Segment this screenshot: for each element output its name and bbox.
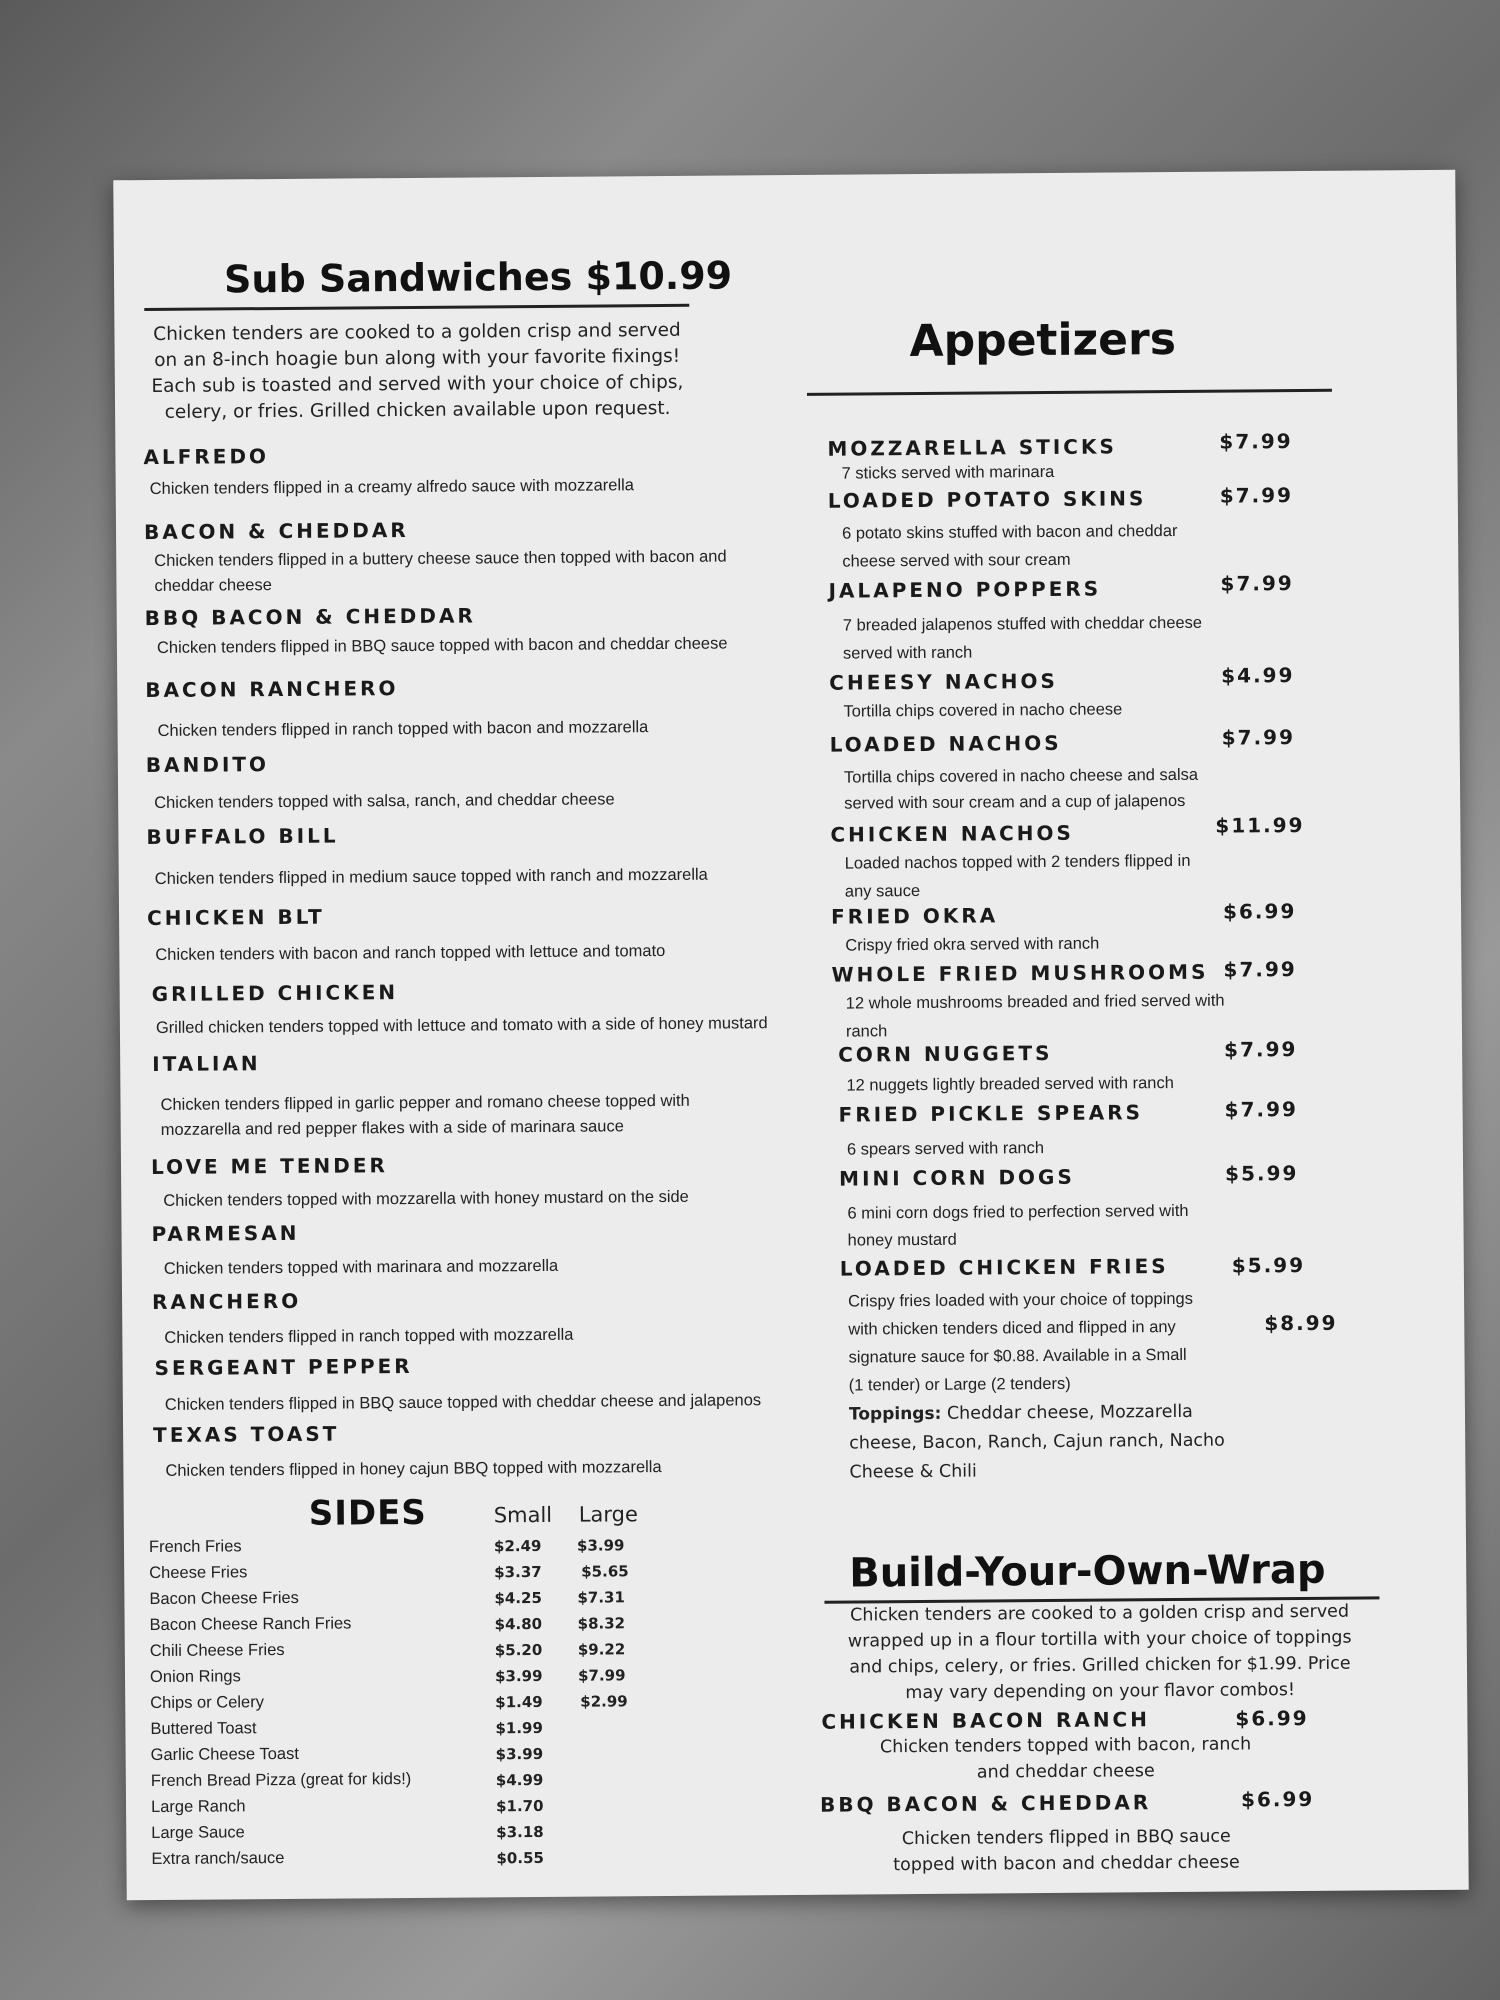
sub-item-name: ALFREDO <box>143 444 270 470</box>
sub-item-name: LOVE ME TENDER <box>150 1153 388 1180</box>
wrap-intro <box>814 1598 1385 1706</box>
sub-item-desc: Chicken tenders topped with mozzarella with honey mustard on the side <box>163 1187 689 1210</box>
appetizer-price: $6.99 <box>1222 899 1297 924</box>
sub-item-desc: cheddar cheese <box>154 576 272 595</box>
appetizer-desc: ranch <box>845 1022 888 1041</box>
sides-table <box>148 1534 649 1869</box>
wrap-item-desc-line: Chicken tenders topped with bacon, ranch <box>879 1734 1252 1758</box>
side-small-price: $1.49 <box>495 1692 543 1712</box>
appetizer-desc: Crispy fried okra served with ranch <box>845 934 1100 955</box>
side-small-price: $4.25 <box>494 1588 542 1608</box>
side-small-price: $3.99 <box>495 1744 544 1764</box>
appetizer-name: MINI CORN DOGS <box>839 1164 1075 1191</box>
appetizer-desc: 7 sticks served with marinara <box>841 462 1055 483</box>
wrap-item-desc-line: and cheddar cheese <box>976 1761 1155 1783</box>
side-name: Extra ranch/sauce <box>151 1849 285 1869</box>
wrap-item-name: BBQ BACON & CHEDDAR <box>819 1790 1152 1817</box>
subs-intro-line: on an 8-inch hoagie bun along with your favorite fixings! <box>154 345 681 371</box>
side-name: Garlic Cheese Toast <box>150 1744 299 1765</box>
side-small-price: $4.99 <box>495 1770 544 1790</box>
appetizer-desc: honey mustard <box>847 1230 957 1250</box>
side-large-price: $7.31 <box>577 1588 625 1607</box>
loaded-fries-toppings <box>849 1398 1225 1488</box>
side-small-price: $3.18 <box>496 1822 544 1842</box>
wrap-item-name: CHICKEN BACON RANCH <box>821 1707 1151 1734</box>
appetizer-name: CHEESY NACHOS <box>829 668 1058 695</box>
appetizer-price: $7.99 <box>1219 483 1294 508</box>
appetizer-desc: cheese served with sour cream <box>842 550 1071 571</box>
side-name: Onion Rings <box>149 1667 241 1687</box>
side-small-price: $0.55 <box>496 1848 544 1868</box>
toppings-label: Toppings: <box>848 1403 942 1425</box>
wrap-item-desc <box>816 1823 1316 1879</box>
appetizer-desc: Tortilla chips covered in nacho cheese <box>843 700 1123 721</box>
appetizer-desc: 6 spears served with ranch <box>846 1139 1045 1159</box>
sub-item-name: BACON RANCHERO <box>145 676 399 703</box>
loaded-fries-desc: signature sauce for $0.88. Available in a Small <box>848 1345 1187 1367</box>
toppings-text: cheese, Bacon, Ranch, Cajun ranch, Nacho <box>849 1430 1225 1454</box>
side-name: Bacon Cheese Ranch Fries <box>149 1614 352 1635</box>
wrap-intro-line: wrapped up in a flour tortilla with your choice of toppings <box>847 1627 1352 1652</box>
appetizer-desc: served with sour cream and a cup of jalapenos <box>844 791 1186 813</box>
side-name: Chili Cheese Fries <box>149 1640 285 1661</box>
loaded-fries-name: LOADED CHICKEN FRIES <box>839 1254 1169 1281</box>
sides-col-large: Large <box>578 1502 638 1527</box>
appetizer-desc: 12 nuggets lightly breaded served with ranch <box>846 1073 1174 1095</box>
wrap-title: Build-Your-Own-Wrap <box>849 1546 1326 1597</box>
side-large-price: $5.65 <box>581 1562 629 1581</box>
sub-item-name: BUFFALO BILL <box>146 823 339 850</box>
appetizers-title: Appetizers <box>909 313 1177 368</box>
appetizer-price: $4.99 <box>1221 663 1295 688</box>
loaded-fries-desc: Crispy fries loaded with your choice of toppings <box>848 1289 1193 1311</box>
side-small-price: $5.20 <box>494 1640 543 1660</box>
sub-item-name: TEXAS TOAST <box>153 1421 340 1448</box>
subs-title: Sub Sandwiches $10.99 <box>223 253 733 302</box>
sub-item-desc: Chicken tenders flipped in ranch topped with bacon and mozzarella <box>157 718 649 740</box>
side-small-price: $2.49 <box>493 1536 542 1556</box>
appetizer-desc: Loaded nachos topped with 2 tenders flipped in <box>844 851 1191 873</box>
side-name: Large Ranch <box>150 1797 246 1817</box>
wrap-item-price: $6.99 <box>1240 1786 1315 1812</box>
appetizer-name: CHICKEN NACHOS <box>830 820 1074 847</box>
side-name: French Fries <box>148 1537 242 1557</box>
side-small-price: $4.80 <box>494 1614 543 1634</box>
side-small-price: $1.70 <box>495 1796 544 1816</box>
sub-item-name: SERGEANT PEPPER <box>154 1353 413 1381</box>
wrap-item-desc-line: Chicken tenders flipped in BBQ sauce <box>901 1826 1231 1850</box>
sub-item-name: BACON & CHEDDAR <box>143 517 409 545</box>
appetizer-desc: 12 whole mushrooms breaded and fried served with <box>845 991 1225 1013</box>
sub-item-name: ITALIAN <box>152 1051 261 1077</box>
sub-item-desc: Chicken tenders flipped in BBQ sauce topped with bacon and cheddar cheese <box>156 634 728 657</box>
side-small-price: $3.37 <box>494 1562 542 1582</box>
loaded-fries-desc: with chicken tenders diced and flipped in any <box>848 1317 1176 1339</box>
side-name: Chips or Celery <box>150 1693 265 1713</box>
side-name: Cheese Fries <box>149 1563 248 1583</box>
appetizers-title-rule <box>807 389 1332 396</box>
sub-item-name: BANDITO <box>145 752 270 778</box>
side-small-price: $3.99 <box>494 1666 543 1686</box>
side-large-price: $8.32 <box>577 1614 626 1633</box>
sub-item-name: PARMESAN <box>151 1220 300 1247</box>
loaded-fries-price-large: $8.99 <box>1264 1310 1338 1336</box>
appetizer-desc: 6 mini corn dogs fried to perfection served with <box>847 1201 1189 1223</box>
subs-intro <box>144 318 690 426</box>
side-small-price: $1.99 <box>495 1718 543 1738</box>
wrap-item-desc <box>815 1731 1315 1787</box>
sub-item-desc: Chicken tenders with bacon and ranch topped with lettuce and tomato <box>155 941 666 964</box>
sub-item-desc: Chicken tenders flipped in honey cajun BBQ topped with mozzarella <box>165 1458 662 1480</box>
side-large-price: $9.22 <box>577 1640 626 1659</box>
appetizer-price: $7.99 <box>1224 1097 1298 1122</box>
subs-intro-line: Each sub is toasted and served with your choice of chips, <box>151 371 684 398</box>
loaded-fries-desc: (1 tender) or Large (2 tenders) <box>848 1374 1071 1395</box>
appetizer-name: WHOLE FRIED MUSHROOMS <box>831 959 1209 987</box>
appetizer-price: $11.99 <box>1215 812 1305 838</box>
sub-item-desc: Grilled chicken tenders topped with lettuce and tomato with a side of honey mustard <box>155 1014 768 1037</box>
sub-item-desc: mozzarella and red pepper flakes with a side of marinara sauce <box>160 1117 624 1139</box>
appetizer-name: FRIED PICKLE SPEARS <box>838 1100 1144 1127</box>
side-large-price: $2.99 <box>580 1692 628 1711</box>
wrap-item-desc-line: topped with bacon and cheddar cheese <box>893 1852 1240 1876</box>
appetizer-desc: served with ranch <box>842 643 973 663</box>
appetizer-price: $7.99 <box>1219 429 1293 454</box>
appetizer-name: MOZZARELLA STICKS <box>827 434 1117 461</box>
appetizer-desc: 6 potato skins stuffed with bacon and cheddar <box>841 521 1178 543</box>
appetizer-name: LOADED NACHOS <box>829 730 1062 757</box>
side-large-price: $7.99 <box>577 1666 626 1685</box>
appetizer-desc: 7 breaded jalapenos stuffed with cheddar cheese <box>842 613 1203 635</box>
wrap-intro-line: Chicken tenders are cooked to a golden crisp and served <box>850 1601 1350 1626</box>
appetizer-desc: any sauce <box>844 881 921 901</box>
sub-item-desc: Chicken tenders flipped in BBQ sauce topped with cheddar cheese and jalapenos <box>164 1391 762 1414</box>
appetizer-desc: Tortilla chips covered in nacho cheese and salsa <box>843 765 1199 787</box>
sub-item-desc: Chicken tenders topped with salsa, ranch, and cheddar cheese <box>154 790 615 812</box>
sub-item-desc: Chicken tenders flipped in a buttery cheese sauce then topped with bacon and <box>154 547 727 570</box>
appetizer-name: LOADED POTATO SKINS <box>827 486 1147 513</box>
sub-item-desc: Chicken tenders flipped in ranch topped with mozzarella <box>164 1325 574 1347</box>
side-name: Large Sauce <box>151 1823 245 1843</box>
appetizer-price: $5.99 <box>1225 1161 1299 1186</box>
side-large-price: $3.99 <box>576 1536 625 1555</box>
toppings-text: Cheddar cheese, Mozzarella <box>941 1401 1193 1424</box>
sub-item-name: GRILLED CHICKEN <box>151 980 399 1007</box>
subs-intro-line: Chicken tenders are cooked to a golden crisp and served <box>153 319 681 345</box>
appetizer-name: CORN NUGGETS <box>838 1040 1053 1067</box>
subs-title-rule <box>144 304 689 311</box>
appetizer-price: $7.99 <box>1224 1037 1298 1062</box>
sub-item-name: RANCHERO <box>151 1288 302 1315</box>
wrap-intro-line: and chips, celery, or fries. Grilled chicken for $1.99. Price <box>849 1653 1351 1678</box>
side-name: Bacon Cheese Fries <box>149 1588 299 1609</box>
sub-item-desc: Chicken tenders flipped in medium sauce topped with ranch and mozzarella <box>154 865 708 888</box>
side-name: French Bread Pizza (great for kids!) <box>150 1770 412 1791</box>
side-name: Buttered Toast <box>150 1719 257 1739</box>
sub-item-name: BBQ BACON & CHEDDAR <box>144 603 476 631</box>
wrap-intro-line: may vary depending on your flavor combos! <box>905 1680 1296 1704</box>
menu-sheet <box>113 170 1468 1900</box>
sub-item-desc: Chicken tenders flipped in a creamy alfredo sauce with mozzarella <box>149 476 634 499</box>
toppings-text: Cheese & Chili <box>849 1461 977 1483</box>
appetizer-name: JALAPENO POPPERS <box>828 576 1102 603</box>
loaded-fries-price-small: $5.99 <box>1231 1252 1306 1278</box>
sub-item-desc: Chicken tenders flipped in garlic pepper and romano cheese topped with <box>160 1091 690 1114</box>
wrap-item-price: $6.99 <box>1235 1705 1309 1731</box>
sub-item-desc: Chicken tenders topped with marinara and mozzarella <box>163 1256 559 1278</box>
appetizer-name: FRIED OKRA <box>830 903 999 929</box>
sub-item-name: CHICKEN BLT <box>146 904 325 931</box>
sides-title: SIDES <box>308 1492 427 1534</box>
appetizer-price: $7.99 <box>1220 571 1294 596</box>
subs-intro-line: celery, or fries. Grilled chicken available upon request. <box>164 397 671 423</box>
sides-col-small: Small <box>493 1502 553 1528</box>
appetizer-price: $7.99 <box>1223 957 1297 982</box>
appetizer-price: $7.99 <box>1221 725 1296 750</box>
